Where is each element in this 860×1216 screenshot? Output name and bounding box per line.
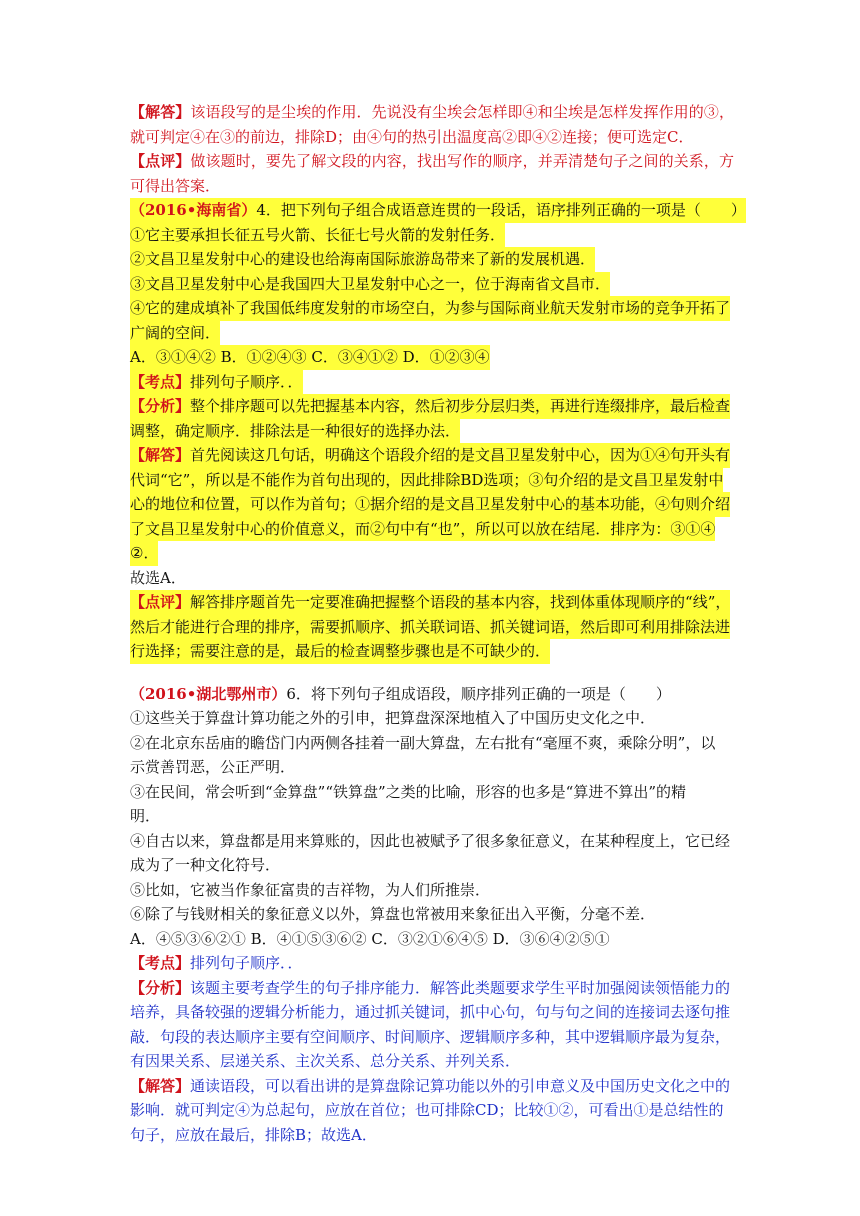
kaodian-tag: 【考点】 [130,372,191,391]
jieda-tag: 【解答】 [130,446,191,464]
fenxi-line: 调整，确定顺序．排除法是一种很好的选择办法． [130,419,734,444]
jieda-line: 句子，应放在最后，排除B；故选A． [130,1125,377,1144]
jieda-line: 影响．就可判定④为总起句，应放在首位；也可排除CD；比较①②，可看出①是总结性的 [130,1101,724,1119]
kaodian-tag: 【考点】 [130,954,191,972]
answer-line: 故选A． [130,568,186,587]
sentence-1: ①这些关于算盘计算功能之外的引申，把算盘深深地植入了中国历史文化之中． [130,709,656,727]
sentence-5: ⑤比如，它被当作象征富贵的吉祥物，为人们所推崇． [130,880,491,899]
jieda-line: 【解答】首先阅读这几句话，明确这个语段介绍的是文昌卫星发射中心，因为①④句开头有 [130,443,734,468]
jieda-line: 代词“它”，所以是不能作为首句出现的，因此排除BD选项；③句介绍的是文昌卫星发射中 [130,468,734,493]
sentence-1: ①它主要承担长征五号火箭、长征七号火箭的发射任务． [130,223,734,248]
kaodian-line: 【考点】排列句子顺序．． [130,954,303,972]
dianping-line: 【点评】解答排序题首先一定要准确把握整个语段的基本内容，找到体重体现顺序的“线”， [130,590,734,615]
sentence-4: ④自古以来，算盘都是用来算账的，因此也被赋予了很多象征意义，在某种程度上，它已经 [130,831,731,850]
sentence-3: ③在民间，常会听到“金算盘”“铁算盘”之类的比喻，形容的也多是“算进不算出”的精 [130,782,687,801]
dianping-tag: 【点评】 [130,593,191,611]
fenxi-tag: 【分析】 [130,978,191,997]
sentence-4: ④它的建成填补了我国低纬度发射的市场空白，为参与国际商业航天发射市场的竞争开拓了 [130,296,734,321]
block2 [130,198,746,664]
block3 [130,682,734,1148]
jieda-tag: 【解答】 [130,1076,191,1095]
question-source: （2016•海南省） [130,201,257,219]
fenxi-line: 有因果关系、层递关系、主次关系、总分关系、并列关系． [130,1052,521,1070]
dianping-line: 行选择；需要注意的是，最后的检查调整步骤也是不可缺少的． [130,639,734,664]
document-page [130,100,746,1147]
kaodian-line: 【考点】排列句子顺序．． [130,370,734,395]
jieda-line: ②． [130,541,734,566]
fenxi-line: 【分析】整个排序题可以先把握基本内容，然后初步分层归类，再进行连缀排序，最后检查 [130,394,734,419]
jieda-line: 就可判定④在③的前边，排除D；由④句的热引出温度高②即④②连接；便可选定C． [130,127,694,146]
question-line [130,198,746,223]
options-line: A．④⑤③⑥②① B．④①⑤③⑥② C．③②①⑥④⑤ D．③⑥④②⑤① [130,929,610,948]
question-source: （2016•湖北鄂州市） [130,684,287,703]
fenxi-line: 培养，具备较强的逻辑分析能力，通过抓关键词，抓中心句，句与句之间的连接词去逐句推 [130,1003,731,1021]
sentence-2-cont: 示赏善罚恶，公正严明． [130,758,296,776]
jieda-line: 了文昌卫星发射中心的价值意义，而②句中有“也”，所以可以放在结尾．排序为：③①④ [130,517,734,542]
fenxi-tag: 【分析】 [130,397,191,415]
block1 [130,100,734,198]
fenxi-line: 【分析】该题主要考查学生的句子排序能力．解答此类题要求学生平时加强阅读领悟能力的 [130,978,731,997]
dianping-line: 然后才能进行合理的排序，需要抓顺序、抓关联词语、抓关键词语，然后即可利用排除法进 [130,615,734,640]
dianping-line: 可得出答案． [130,176,221,195]
section-gap [130,664,734,682]
question-text: 6．将下列句子组成语段，顺序排列正确的一项是（ ） [286,684,671,703]
sentence-2: ②在北京东岳庙的瞻岱门内两侧各挂着一副大算盘，左右批有“毫厘不爽，乘除分明”，以 [130,733,716,752]
sentence-4-cont: 成为了一种文化符号． [130,856,281,874]
jieda-tag: 【解答】 [130,103,191,121]
sentence-2: ②文昌卫星发射中心的建设也给海南国际旅游岛带来了新的发展机遇． [130,247,734,272]
dianping-tag: 【点评】 [130,152,191,170]
sentence-4-cont: 广阔的空间． [130,321,734,346]
jieda-line: 心的地位和位置，可以作为首句；①据介绍的是文昌卫星发射中心的基本功能，④句则介绍 [130,492,734,517]
sentence-3: ③文昌卫星发射中心是我国四大卫星发射中心之一，位于海南省文昌市． [130,272,734,297]
sentence-3-cont: 明． [130,807,161,825]
question-line [130,682,734,707]
fenxi-line: 敲．句段的表达顺序主要有空间顺序、时间顺序、逻辑顺序多种，其中逻辑顺序最为复杂， [130,1027,731,1046]
jieda-line: 【解答】通读语段，可以看出讲的是算盘除记算功能以外的引申意义及中国历史文化之中的 [130,1076,731,1095]
options-line: A．③①④② B．①②④③ C．③④①② D．①②③④ [130,345,734,370]
question-text: 4．把下列句子组合成语意连贯的一段话，语序排列正确的一项是（ ） [256,201,746,219]
dianping-line: 【点评】做该题时，要先了解文段的内容，找出写作的顺序，并弄清楚句子之间的关系，方 [130,152,734,170]
sentence-6: ⑥除了与钱财相关的象征意义以外，算盘也常被用来象征出入平衡，分毫不差． [130,905,656,923]
jieda-line: 【解答】该语段写的是尘埃的作用．先说没有尘埃会怎样即④和尘埃是怎样发挥作用的③， [130,103,734,121]
